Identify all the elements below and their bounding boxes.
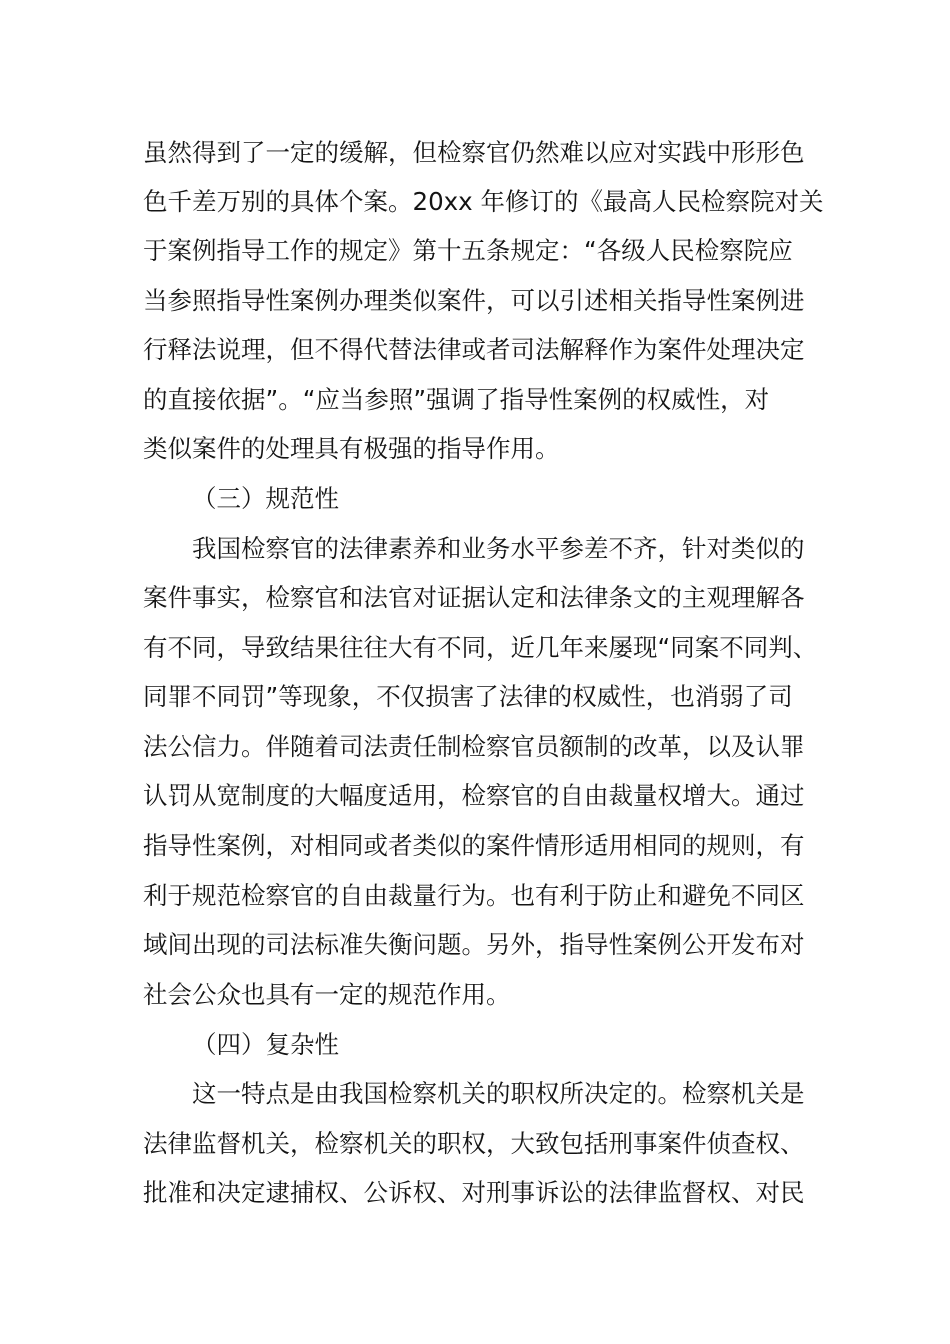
section-heading: （三）规范性 [192, 484, 339, 513]
text-line: 于案例指导工作的规定》第十五条规定：“各级人民检察院应 [143, 236, 793, 265]
text-line: 指导性案例，对相同或者类似的案件情形适用相同的规则，有 [143, 831, 805, 860]
text-line: 虽然得到了一定的缓解，但检察官仍然难以应对实践中形形色 [143, 138, 805, 167]
text-line: 认罚从宽制度的大幅度适用，检察官的自由裁量权增大。通过 [143, 781, 805, 810]
text-line: 社会公众也具有一定的规范作用。 [143, 980, 511, 1009]
text-line: 类似案件的处理具有极强的指导作用。 [143, 434, 560, 463]
text-line: 同罪不同罚”等现象，不仅损害了法律的权威性，也消弱了司 [143, 682, 793, 711]
text-line: 的直接依据”。“应当参照”强调了指导性案例的权威性，对 [143, 385, 770, 414]
text-line: 有不同，导致结果往往大有不同，近几年来屡现“同案不同判、 [143, 633, 818, 662]
text-line: 域间出现的司法标准失衡问题。另外，指导性案例公开发布对 [143, 930, 805, 959]
text-line: 法律监督机关，检察机关的职权，大致包括刑事案件侦查权、 [143, 1129, 805, 1158]
text-line: 当参照指导性案例办理类似案件，可以引述相关指导性案例进 [143, 286, 805, 315]
text-line: 行释法说理，但不得代替法律或者司法解释作为案件处理决定 [143, 335, 805, 364]
text-line: 利于规范检察官的自由裁量行为。也有利于防止和避免不同区 [143, 881, 805, 910]
text-line: 法公信力。伴随着司法责任制检察官员额制的改革，以及认罪 [143, 732, 805, 761]
paragraph-first-line: 这一特点是由我国检察机关的职权所决定的。检察机关是 [192, 1079, 805, 1108]
text-line: 案件事实，检察官和法官对证据认定和法律条文的主观理解各 [143, 583, 805, 612]
text-line: 批准和决定逮捕权、公诉权、对刑事诉讼的法律监督权、对民 [143, 1178, 805, 1207]
section-heading: （四）复杂性 [192, 1030, 339, 1059]
text-line: 色千差万别的具体个案。20xx 年修订的《最高人民检察院对关 [143, 187, 824, 216]
paragraph-first-line: 我国检察官的法律素养和业务水平参差不齐，针对类似的 [192, 534, 805, 563]
